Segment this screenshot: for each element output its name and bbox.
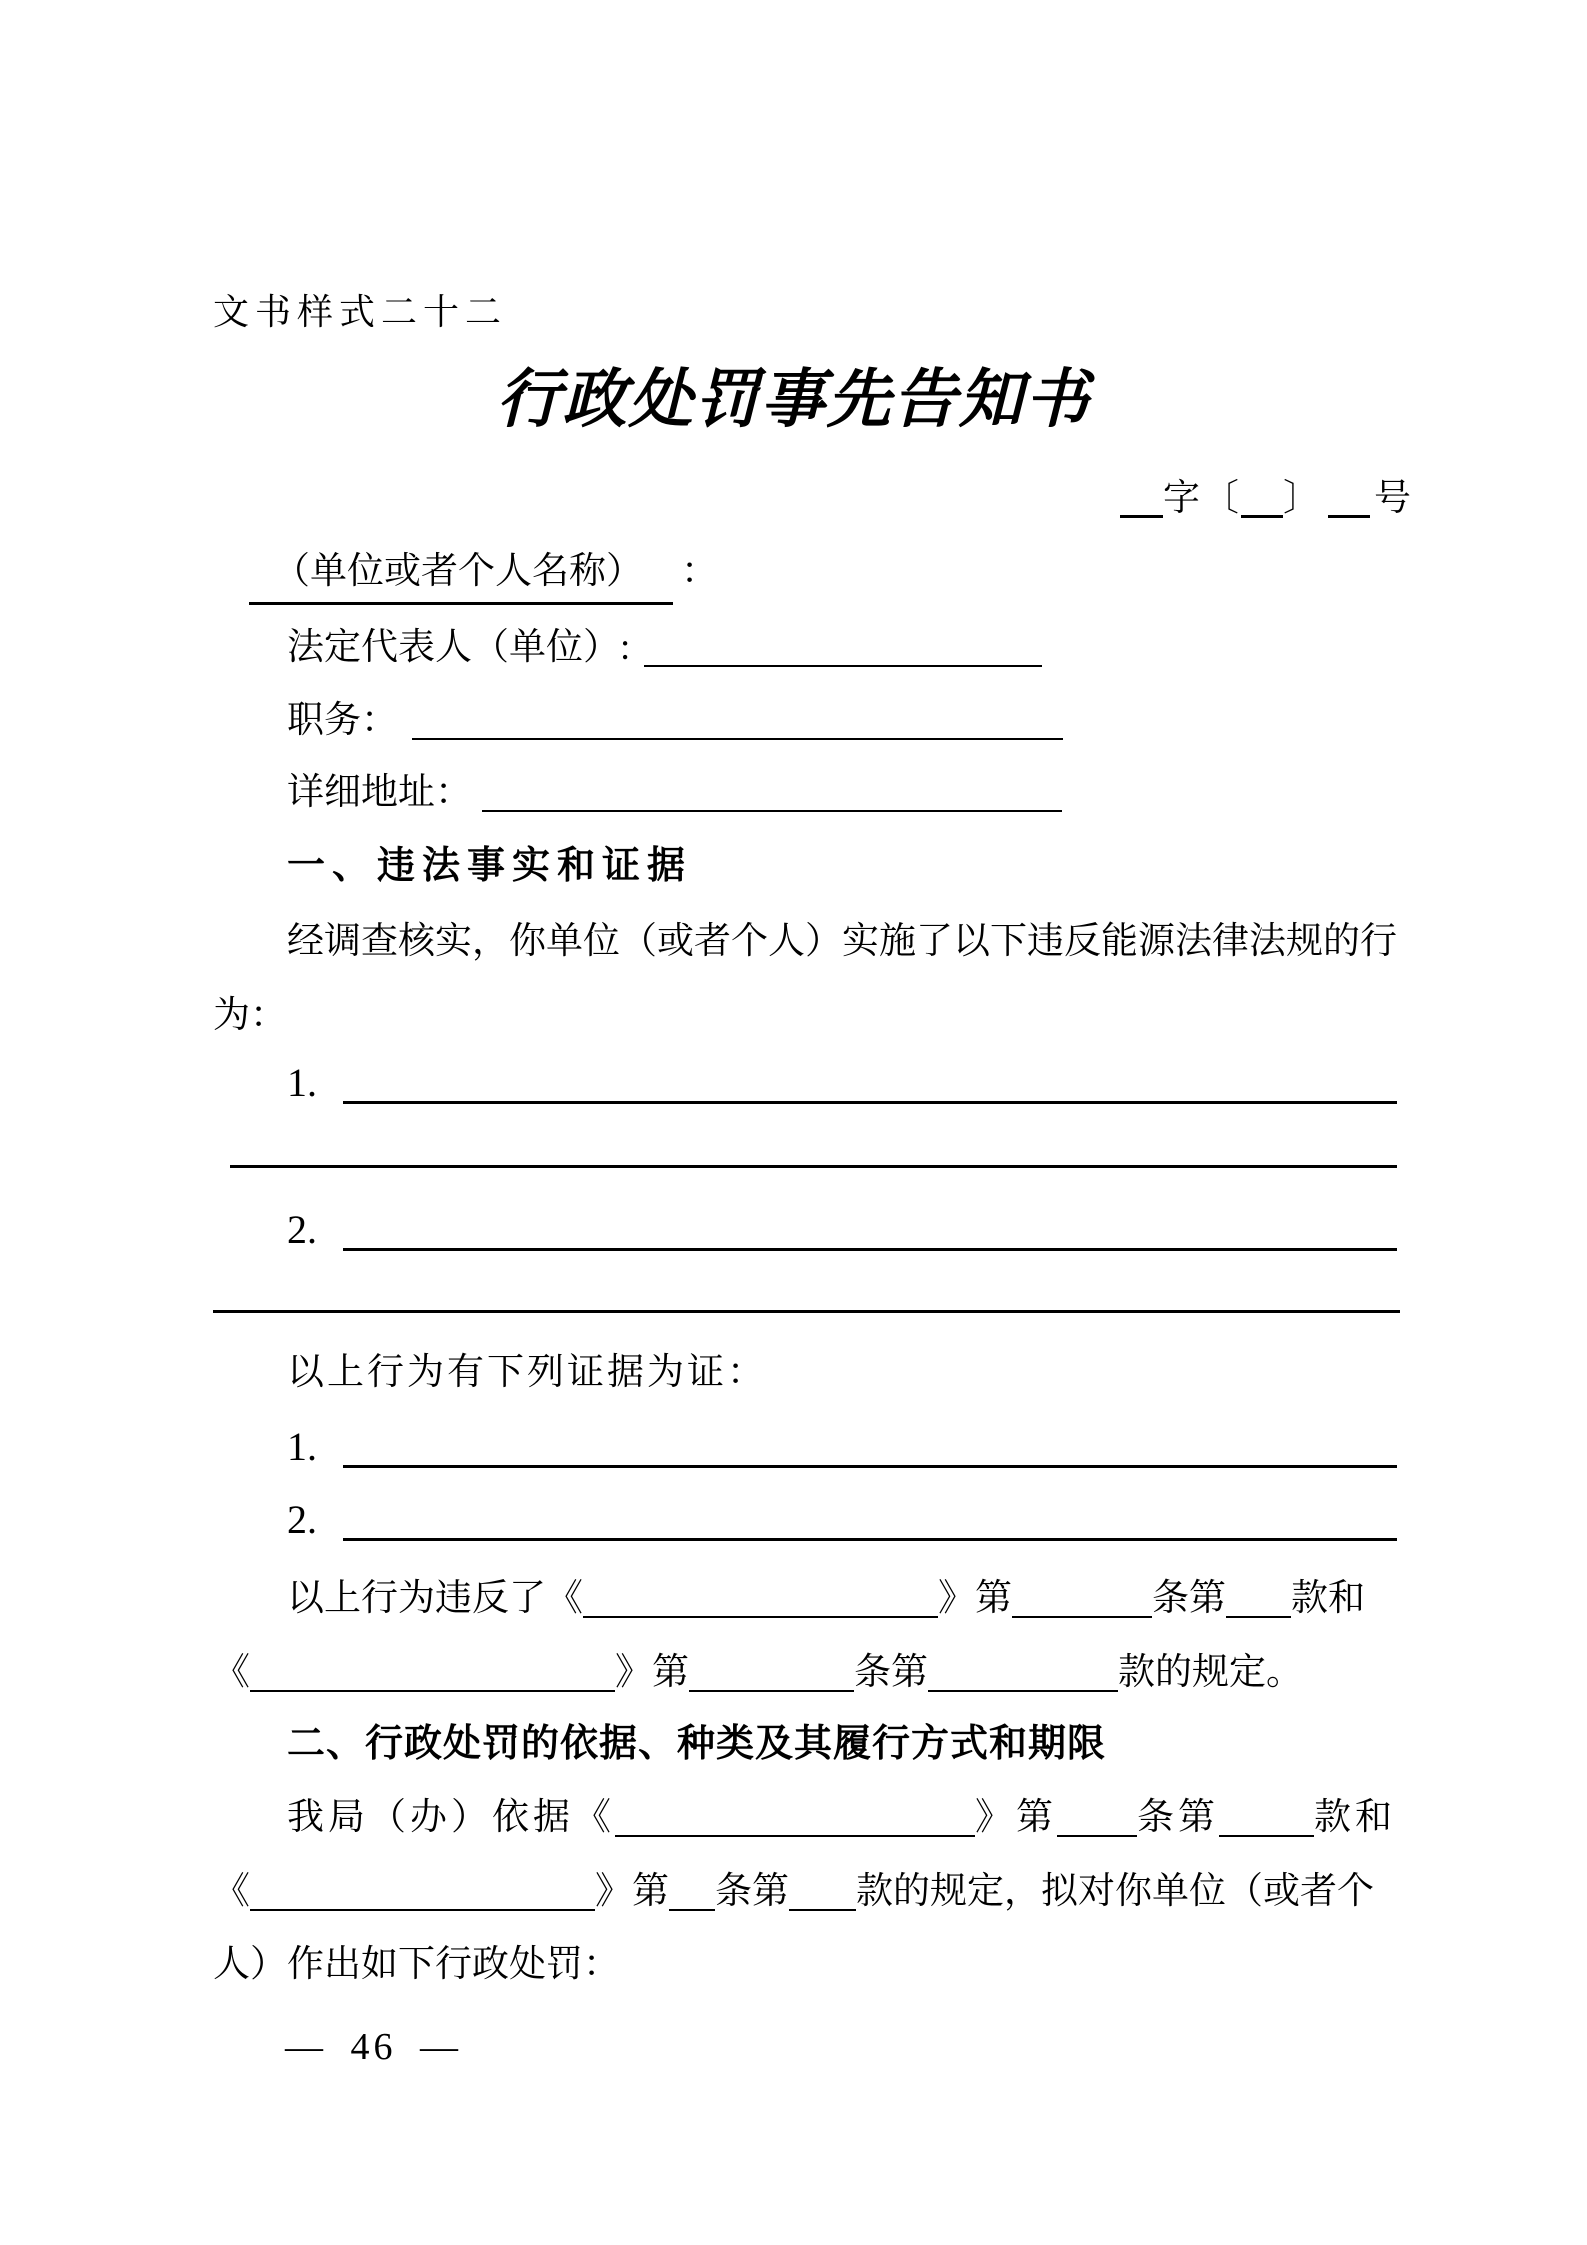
blank-doc-no-serial <box>1328 505 1370 518</box>
section1-heading: 一、违法事实和证据 <box>287 845 693 887</box>
and-label: 款和 <box>1291 1578 1365 1619</box>
clause-label: 条第 <box>1137 1797 1219 1838</box>
basis-pre: 我局（办）依据 <box>287 1797 574 1838</box>
doc-no-bracket-open: 〔 <box>1202 478 1241 519</box>
law-violated-line2 <box>213 1652 1303 1695</box>
blank-legal-rep <box>644 655 1042 667</box>
blank-basis-article-1 <box>1057 1825 1137 1837</box>
blank-law-name-1 <box>583 1606 938 1618</box>
section2-heading: 二、行政处罚的依据、种类及其履行方式和期限 <box>287 1723 1107 1765</box>
blank-basis-article-2 <box>669 1899 715 1911</box>
clause-label: 条第 <box>1152 1578 1226 1619</box>
evidence-item-2-number: 2. <box>287 1497 317 1542</box>
blank-violation-1-continuation <box>230 1165 1397 1168</box>
blank-job-title <box>412 728 1063 740</box>
doc-no-zi: 字 <box>1163 478 1202 519</box>
book-close: 》 <box>975 1797 1016 1838</box>
penalty-basis-line3: 人）作出如下行政处罚： <box>213 1944 620 1985</box>
section1-intro-line2: 为： <box>213 995 287 1036</box>
recipient-name-line <box>249 551 718 605</box>
recipient-name-field: （单位或者个人名称） <box>249 551 673 605</box>
blank-article-no-2 <box>689 1680 854 1692</box>
penalty-basis-line1 <box>287 1797 1396 1840</box>
book-close: 》 <box>595 1871 632 1912</box>
blank-evidence-1 <box>343 1455 1397 1468</box>
blank-doc-no-year <box>1241 505 1283 518</box>
blank-violation-2 <box>343 1238 1397 1251</box>
address-line <box>287 772 1062 815</box>
violation-item-2 <box>287 1207 1397 1254</box>
article-label: 第 <box>652 1652 689 1693</box>
book-open: 《 <box>546 1578 583 1619</box>
violation-item-1-number: 1. <box>287 1060 317 1105</box>
book-close: 》 <box>938 1578 975 1619</box>
clause-label: 条第 <box>715 1871 789 1912</box>
legal-rep-line <box>287 627 1042 670</box>
recipient-name-colon: ： <box>681 551 718 592</box>
evidence-heading: 以上行为有下列证据为证： <box>287 1352 767 1393</box>
blank-address <box>482 800 1062 812</box>
blank-clause-no-1 <box>1226 1606 1291 1618</box>
blank-basis-law-1 <box>615 1825 975 1837</box>
law-violated-pre: 以上行为违反了 <box>287 1578 546 1619</box>
page-number: — 46 — <box>285 2026 462 2068</box>
blank-basis-clause-2 <box>789 1899 856 1911</box>
violation-item-1 <box>287 1060 1397 1107</box>
legal-rep-label: 法定代表人（单位）: <box>287 627 631 668</box>
blank-basis-clause-1 <box>1219 1825 1314 1837</box>
penalty-basis-line2 <box>213 1871 1374 1914</box>
doc-number-line <box>1120 478 1413 521</box>
blank-violation-2-continuation <box>213 1310 1400 1313</box>
basis-mid-text: 款的规定，拟对你单位（或者个 <box>856 1871 1374 1912</box>
provision-end: 款的规定。 <box>1118 1652 1303 1693</box>
law-violated-line1 <box>287 1578 1365 1621</box>
doc-no-hao: 号 <box>1374 478 1413 519</box>
blank-doc-no-prefix <box>1120 505 1163 518</box>
and-label: 款和 <box>1314 1797 1396 1838</box>
job-title-label: 职务： <box>287 700 398 741</box>
blank-evidence-2 <box>343 1528 1397 1541</box>
doc-style-label: 文书样式二十二 <box>213 292 508 332</box>
clause-label: 条第 <box>854 1652 928 1693</box>
section1-intro-line1: 经调查核实，你单位（或者个人）实施了以下违反能源法律法规的行 <box>287 921 1397 962</box>
evidence-item-1 <box>287 1424 1397 1471</box>
book-close: 》 <box>615 1652 652 1693</box>
article-label: 第 <box>1016 1797 1057 1838</box>
evidence-item-1-number: 1. <box>287 1424 317 1469</box>
blank-violation-1 <box>343 1091 1397 1104</box>
blank-law-name-2 <box>250 1680 615 1692</box>
evidence-item-2 <box>287 1497 1397 1544</box>
blank-article-no-1 <box>1012 1606 1152 1618</box>
document-title: 行政处罚事先告知书 <box>496 362 1091 437</box>
violation-item-2-number: 2. <box>287 1207 317 1252</box>
job-title-line <box>287 700 1063 743</box>
book-open: 《 <box>574 1797 615 1838</box>
blank-clause-no-2 <box>928 1680 1118 1692</box>
book-open: 《 <box>213 1652 250 1693</box>
article-label: 第 <box>632 1871 669 1912</box>
address-label: 详细地址： <box>287 772 472 813</box>
blank-basis-law-2 <box>250 1899 595 1911</box>
doc-no-bracket-close: 〕 <box>1283 478 1322 519</box>
article-label: 第 <box>975 1578 1012 1619</box>
book-open: 《 <box>213 1871 250 1912</box>
